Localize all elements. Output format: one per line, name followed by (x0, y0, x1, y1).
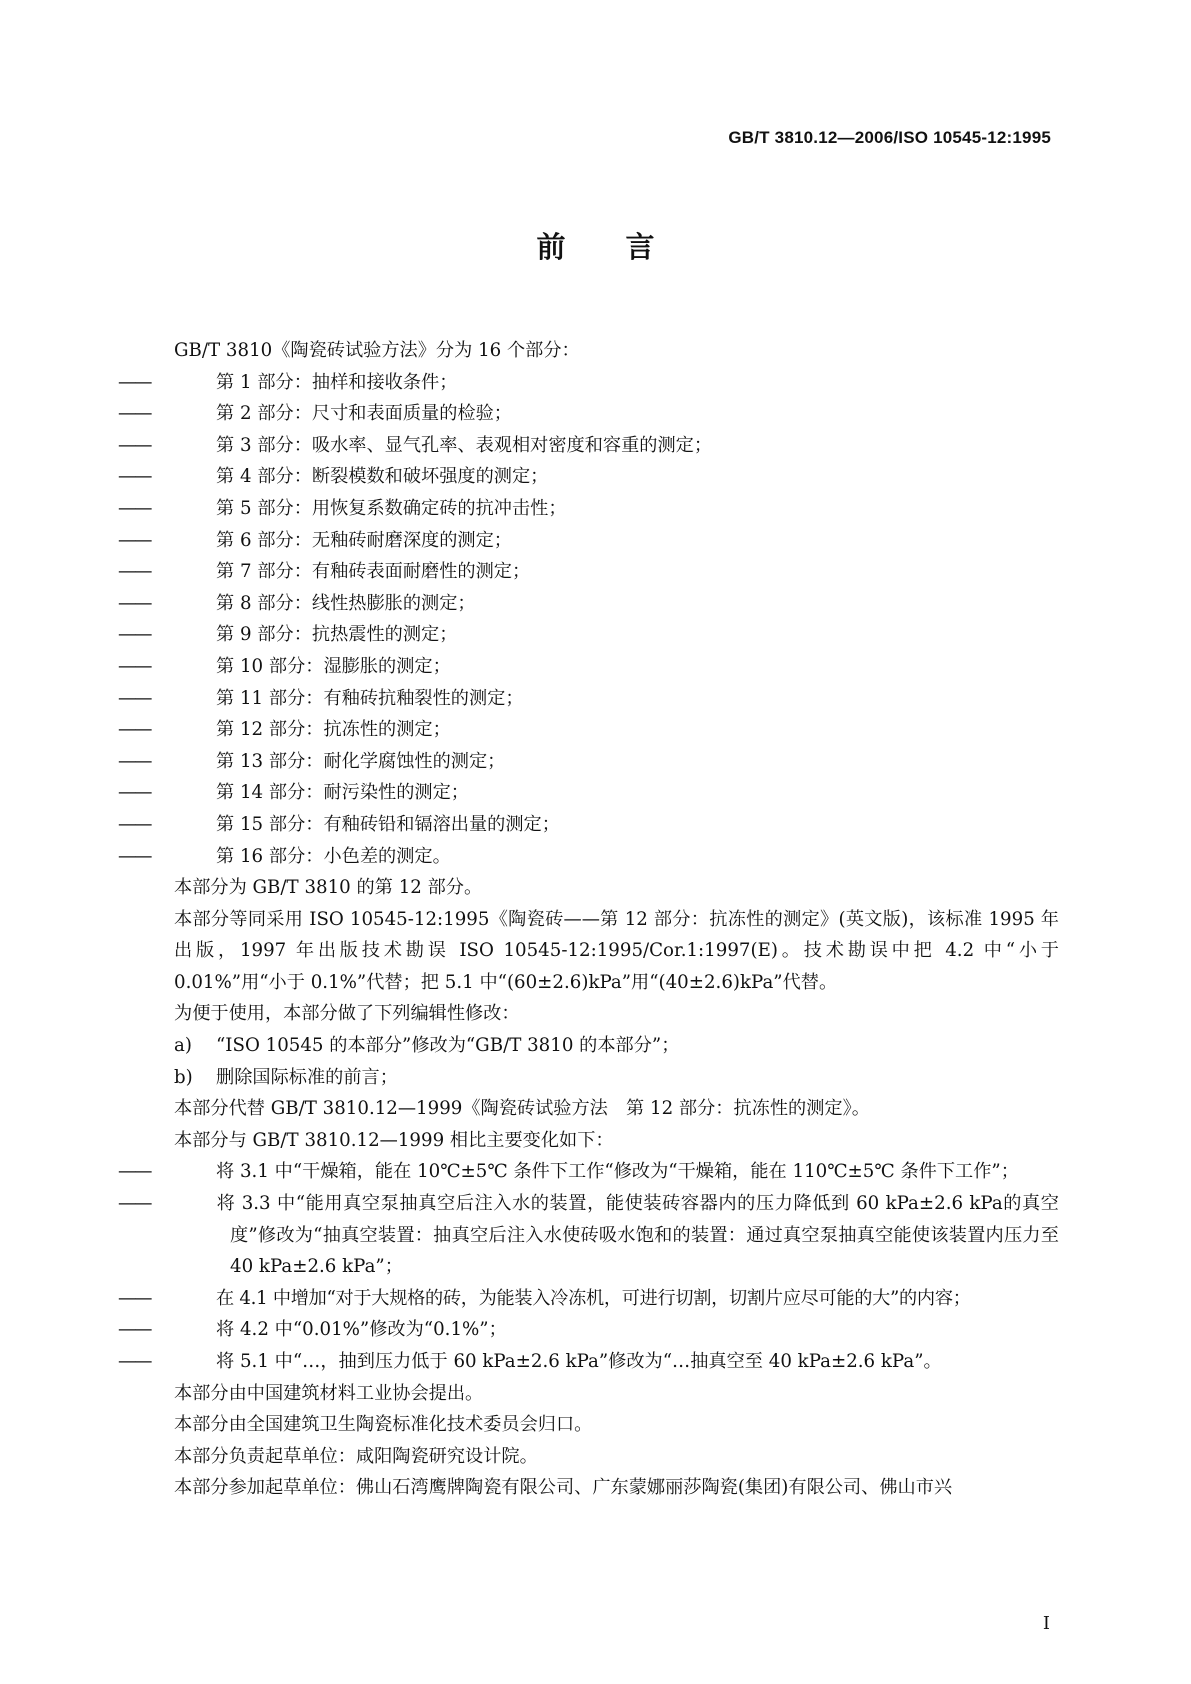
adoption-paragraph: 本部分等同采用 ISO 10545-12:1995《陶瓷砖——第 12 部分：抗冻性的测定》(英文版)，该标准 1995 年出版，1997 年出版技术勘误 ISO 10545-12:1995/Cor.1:1997(E)。技术勘误中把 4.2 中“小于 0.01%”用“小于 0.1%”代替；把 5.1 中“(60±2.6)kPa”用“(40±2.6)kPa”代替。 (174, 908, 1059, 993)
list-item: —— 第 3 部分：吸水率、显气孔率、表观相对密度和容重的测定； (118, 434, 713, 456)
list-item: —— 第 13 部分：耐化学腐蚀性的测定； (118, 750, 506, 772)
list-item: —— 第 2 部分：尺寸和表面质量的检验； (118, 403, 512, 425)
list-item: —— 第 4 部分：断裂模数和破坏强度的测定； (118, 466, 549, 488)
participants-paragraph: 本部分参加起草单位：佛山石湾鹰牌陶瓷有限公司、广东蒙娜丽莎陶瓷(集团)有限公司、佛山市兴 (174, 1477, 953, 1499)
list-item: —— 将 3.1 中“干燥箱，能在 10℃±5℃ 条件下工作“修改为“干燥箱，能在 110℃±5℃ 条件下工作”； (118, 1161, 1019, 1183)
list-item: —— 第 6 部分：无釉砖耐磨深度的测定； (118, 529, 512, 551)
list-item: —— 第 11 部分：有釉砖抗釉裂性的测定； (118, 687, 524, 709)
list-item: b) 删除国际标准的前言； (174, 1066, 398, 1088)
centralized-paragraph: 本部分由全国建筑卫生陶瓷标准化技术委员会归口。 (174, 1414, 593, 1436)
drafter-paragraph: 本部分负责起草单位：咸阳陶瓷研究设计院。 (174, 1445, 538, 1467)
list-item: —— 在 4.1 中增加“对于大规格的砖，为能装入冷冻机，可进行切割，切割片应尽可能的大”的内容； (118, 1287, 971, 1309)
proposed-paragraph: 本部分由中国建筑材料工业协会提出。 (174, 1382, 484, 1404)
changes-intro-paragraph: 本部分与 GB/T 3810.12—1999 相比主要变化如下： (174, 1129, 614, 1151)
part-of-paragraph: 本部分为 GB/T 3810 的第 12 部分。 (174, 877, 483, 899)
list-item: —— 第 5 部分：用恢复系数确定砖的抗冲击性； (118, 497, 567, 519)
list-item: —— 第 16 部分：小色差的测定。 (118, 845, 451, 867)
list-item: —— 第 12 部分：抗冻性的测定； (118, 719, 451, 741)
parts-list (118, 367, 1059, 873)
edits-intro-paragraph: 为便于使用，本部分做了下列编辑性修改： (174, 1003, 520, 1025)
list-item: —— 第 9 部分：抗热震性的测定； (118, 624, 458, 646)
document-body (118, 335, 1059, 1504)
changes-list (118, 1156, 1059, 1377)
page-number: I (1042, 1613, 1050, 1634)
list-item: —— 第 15 部分：有釉砖铅和镉溶出量的测定； (118, 813, 560, 835)
edits-list (174, 1030, 1059, 1093)
list-item: a) “ISO 10545 的本部分”修改为“GB/T 3810 的本部分”； (174, 1035, 680, 1057)
list-item: —— 将 3.3 中“能用真空泵抽真空后注入水的装置，能使装砖容器内的压力降低到 60 kPa±2.6 kPa的真空度”修改为“抽真空装置：抽真空后注入水使砖吸水饱和的装置：通过真空泵抽真空能使该装置内压力至 40 kPa±2.6 kPa”； (118, 1193, 1059, 1278)
list-item: —— 第 8 部分：线性热膨胀的测定； (118, 592, 476, 614)
list-item: —— 将 4.2 中“0.01%”修改为“0.1%”； (118, 1319, 507, 1341)
list-item: —— 将 5.1 中“…，抽到压力低于 60 kPa±2.6 kPa”修改为“…抽真空至 40 kPa±2.6 kPa”。 (118, 1351, 942, 1372)
list-item: —— 第 1 部分：抽样和接收条件； (118, 371, 458, 393)
list-item: —— 第 10 部分：湿膨胀的测定； (118, 655, 451, 677)
intro-paragraph: GB/T 3810《陶瓷砖试验方法》分为 16 个部分： (174, 340, 580, 361)
standard-code-header: GB/T 3810.12—2006/ISO 10545-12:1995 (728, 128, 1051, 147)
replaces-paragraph: 本部分代替 GB/T 3810.12—1999《陶瓷砖试验方法 第 12 部分：抗冻性的测定》。 (174, 1098, 870, 1120)
list-item: —— 第 7 部分：有釉砖表面耐磨性的测定； (118, 561, 531, 583)
page-title: 前言 (536, 230, 715, 264)
list-item: —— 第 14 部分：耐污染性的测定； (118, 782, 469, 804)
